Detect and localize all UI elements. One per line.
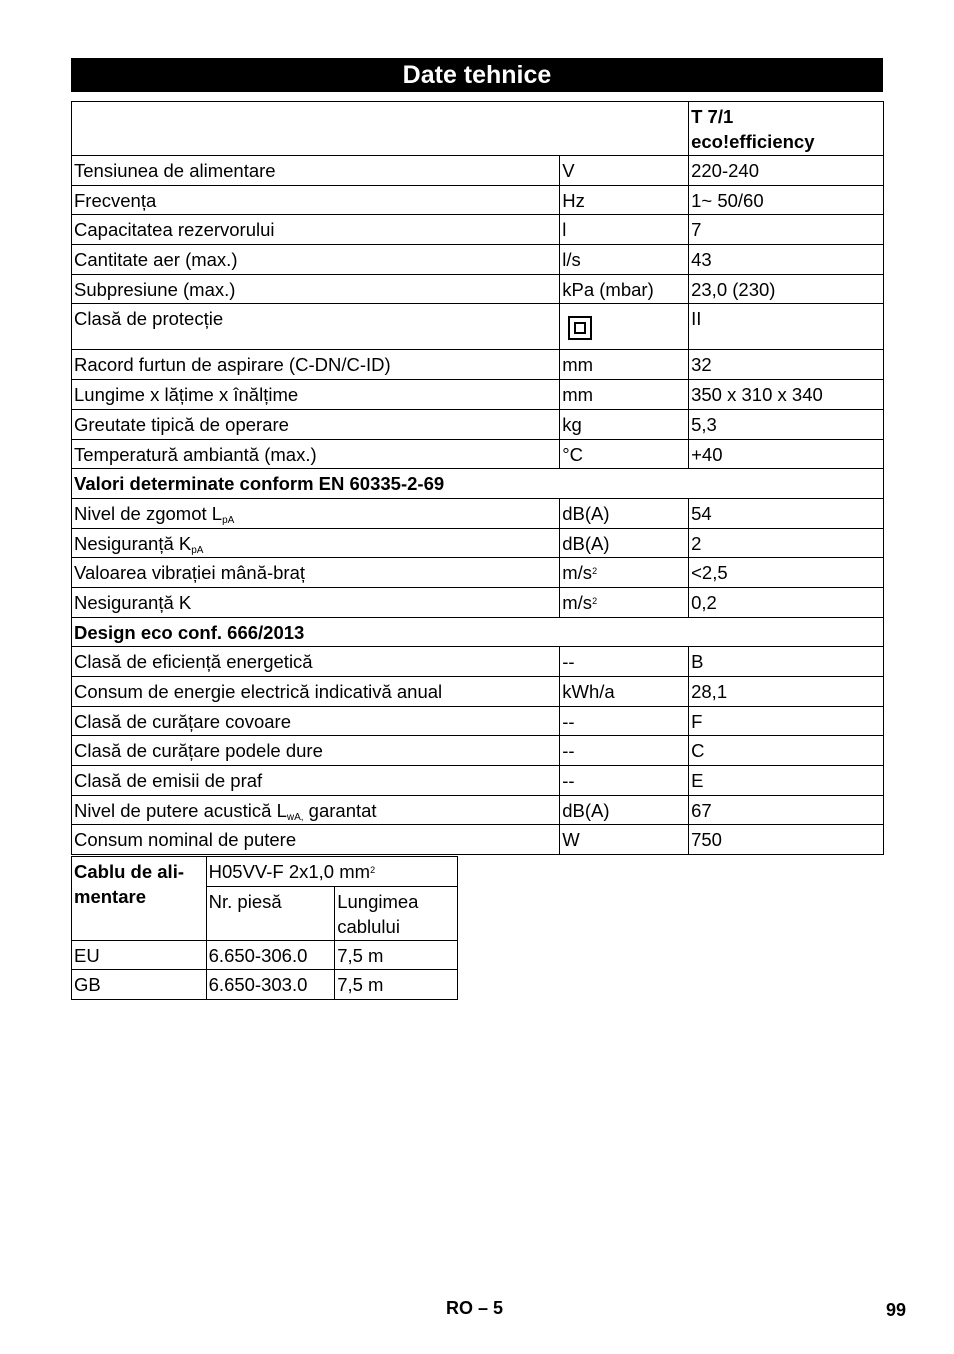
row-value: 5,3: [689, 409, 884, 439]
row-unit: kPa (mbar): [560, 274, 689, 304]
table-row: [72, 706, 884, 736]
row-value: II: [689, 304, 884, 350]
row-unit: dB(A): [560, 498, 689, 528]
row-label: Consum de energie electrică indicativă anual: [72, 677, 560, 707]
row-unit: --: [560, 766, 689, 796]
table-row: [72, 795, 884, 825]
row-label: Nivel de zgomot $L_{pA}$: [72, 498, 560, 528]
table-row: [72, 304, 884, 350]
row-value: 350 x 310 x 340: [689, 380, 884, 410]
row-label: Racord furtun de aspirare (C-DN/C-ID): [72, 350, 560, 380]
table-row: [72, 409, 884, 439]
row-value: C: [689, 736, 884, 766]
row-value: E: [689, 766, 884, 796]
row-label: Clasă de eficiență energetică: [72, 647, 560, 677]
power-cable-table: [71, 856, 458, 1000]
table-row: [72, 970, 458, 1000]
row-label: Clasă de curățare covoare: [72, 706, 560, 736]
cable-type: H05VV-F 2x1,0 $mm^2$: [206, 857, 457, 887]
table-row: [72, 766, 884, 796]
cable-heading: Cablu de ali- mentare: [72, 857, 207, 941]
region: GB: [72, 970, 207, 1000]
table-row: [72, 215, 884, 245]
section-row: [72, 469, 884, 499]
row-unit: [560, 304, 689, 350]
row-value: <2,5: [689, 558, 884, 588]
row-unit: l: [560, 215, 689, 245]
table-row: [72, 245, 884, 275]
row-label: Clasă de protecție: [72, 304, 560, 350]
table-row: [72, 647, 884, 677]
cable-length: 7,5 m: [335, 970, 458, 1000]
table-row: [72, 185, 884, 215]
row-unit: Hz: [560, 185, 689, 215]
row-value: 67: [689, 795, 884, 825]
row-label: Cantitate aer (max.): [72, 245, 560, 275]
header-blank-cell: [72, 102, 689, 156]
row-label: Consum nominal de putere: [72, 825, 560, 855]
table-row: [72, 587, 884, 617]
technical-data-table: [71, 101, 884, 855]
row-value: 23,0 (230): [689, 274, 884, 304]
table-row: [72, 677, 884, 707]
table-row: [72, 558, 884, 588]
row-unit: --: [560, 736, 689, 766]
row-value: 220-240: [689, 156, 884, 186]
row-label: Valoarea vibrației mână-braț: [72, 558, 560, 588]
table-row: [72, 825, 884, 855]
row-label: Nivel de putere acustică $L_{wA,}$ garantat: [72, 795, 560, 825]
row-unit: --: [560, 647, 689, 677]
row-value: 7: [689, 215, 884, 245]
model-header: [689, 102, 884, 156]
protection-class-ii-icon: [568, 316, 592, 340]
table-row: [72, 498, 884, 528]
model-variant: eco!efficiency: [691, 131, 815, 152]
row-label: Greutate tipică de operare: [72, 409, 560, 439]
table-row: [72, 439, 884, 469]
row-value: 32: [689, 350, 884, 380]
cable-length-header: Lungimea cablului: [335, 886, 458, 940]
part-number-header: Nr. piesă: [206, 886, 335, 940]
section-row: [72, 617, 884, 647]
row-value: 54: [689, 498, 884, 528]
row-unit: l/s: [560, 245, 689, 275]
part-number: 6.650-303.0: [206, 970, 335, 1000]
row-unit: °C: [560, 439, 689, 469]
row-label: Temperatură ambiantă (max.): [72, 439, 560, 469]
table-row: [72, 940, 458, 970]
row-value: B: [689, 647, 884, 677]
row-unit: W: [560, 825, 689, 855]
row-label: Clasă de emisii de praf: [72, 766, 560, 796]
table-row: [72, 350, 884, 380]
row-value: 0,2: [689, 587, 884, 617]
row-value: F: [689, 706, 884, 736]
row-unit: kWh/a: [560, 677, 689, 707]
cable-length: 7,5 m: [335, 940, 458, 970]
row-unit: dB(A): [560, 528, 689, 558]
row-value: 2: [689, 528, 884, 558]
row-label: Capacitatea rezervorului: [72, 215, 560, 245]
section-heading: Valori determinate conform EN 60335-2-69: [72, 469, 884, 499]
row-unit: --: [560, 706, 689, 736]
section-footer: RO – 5: [446, 1298, 504, 1318]
row-value: 1~ 50/60: [689, 185, 884, 215]
row-value: 43: [689, 245, 884, 275]
row-unit: $m/s^2$: [560, 587, 689, 617]
table-row: [72, 274, 884, 304]
section-heading: Design eco conf. 666/2013: [72, 617, 884, 647]
region: EU: [72, 940, 207, 970]
row-value: 28,1: [689, 677, 884, 707]
page-title: Date tehnice: [71, 58, 883, 92]
model-name: T 7/1: [691, 106, 734, 127]
row-label: Tensiunea de alimentare: [72, 156, 560, 186]
row-label: Clasă de curățare podele dure: [72, 736, 560, 766]
row-label: Nesiguranță K: [72, 587, 560, 617]
part-number: 6.650-306.0: [206, 940, 335, 970]
table-row: [72, 380, 884, 410]
row-value: +40: [689, 439, 884, 469]
row-unit: mm: [560, 350, 689, 380]
row-label: Subpresiune (max.): [72, 274, 560, 304]
table-header-row: [72, 102, 884, 156]
table-row: [72, 156, 884, 186]
row-unit: $m/s^2$: [560, 558, 689, 588]
row-unit: V: [560, 156, 689, 186]
row-value: 750: [689, 825, 884, 855]
row-label: Frecvența: [72, 185, 560, 215]
row-label: Nesiguranță $K_{pA}$: [72, 528, 560, 558]
row-label: Lungime x lățime x înălțime: [72, 380, 560, 410]
row-unit: kg: [560, 409, 689, 439]
row-unit: dB(A): [560, 795, 689, 825]
table-row: [72, 528, 884, 558]
row-unit: mm: [560, 380, 689, 410]
table-row: [72, 736, 884, 766]
page-number: 99: [885, 1300, 906, 1320]
cable-header-row: [72, 857, 458, 887]
